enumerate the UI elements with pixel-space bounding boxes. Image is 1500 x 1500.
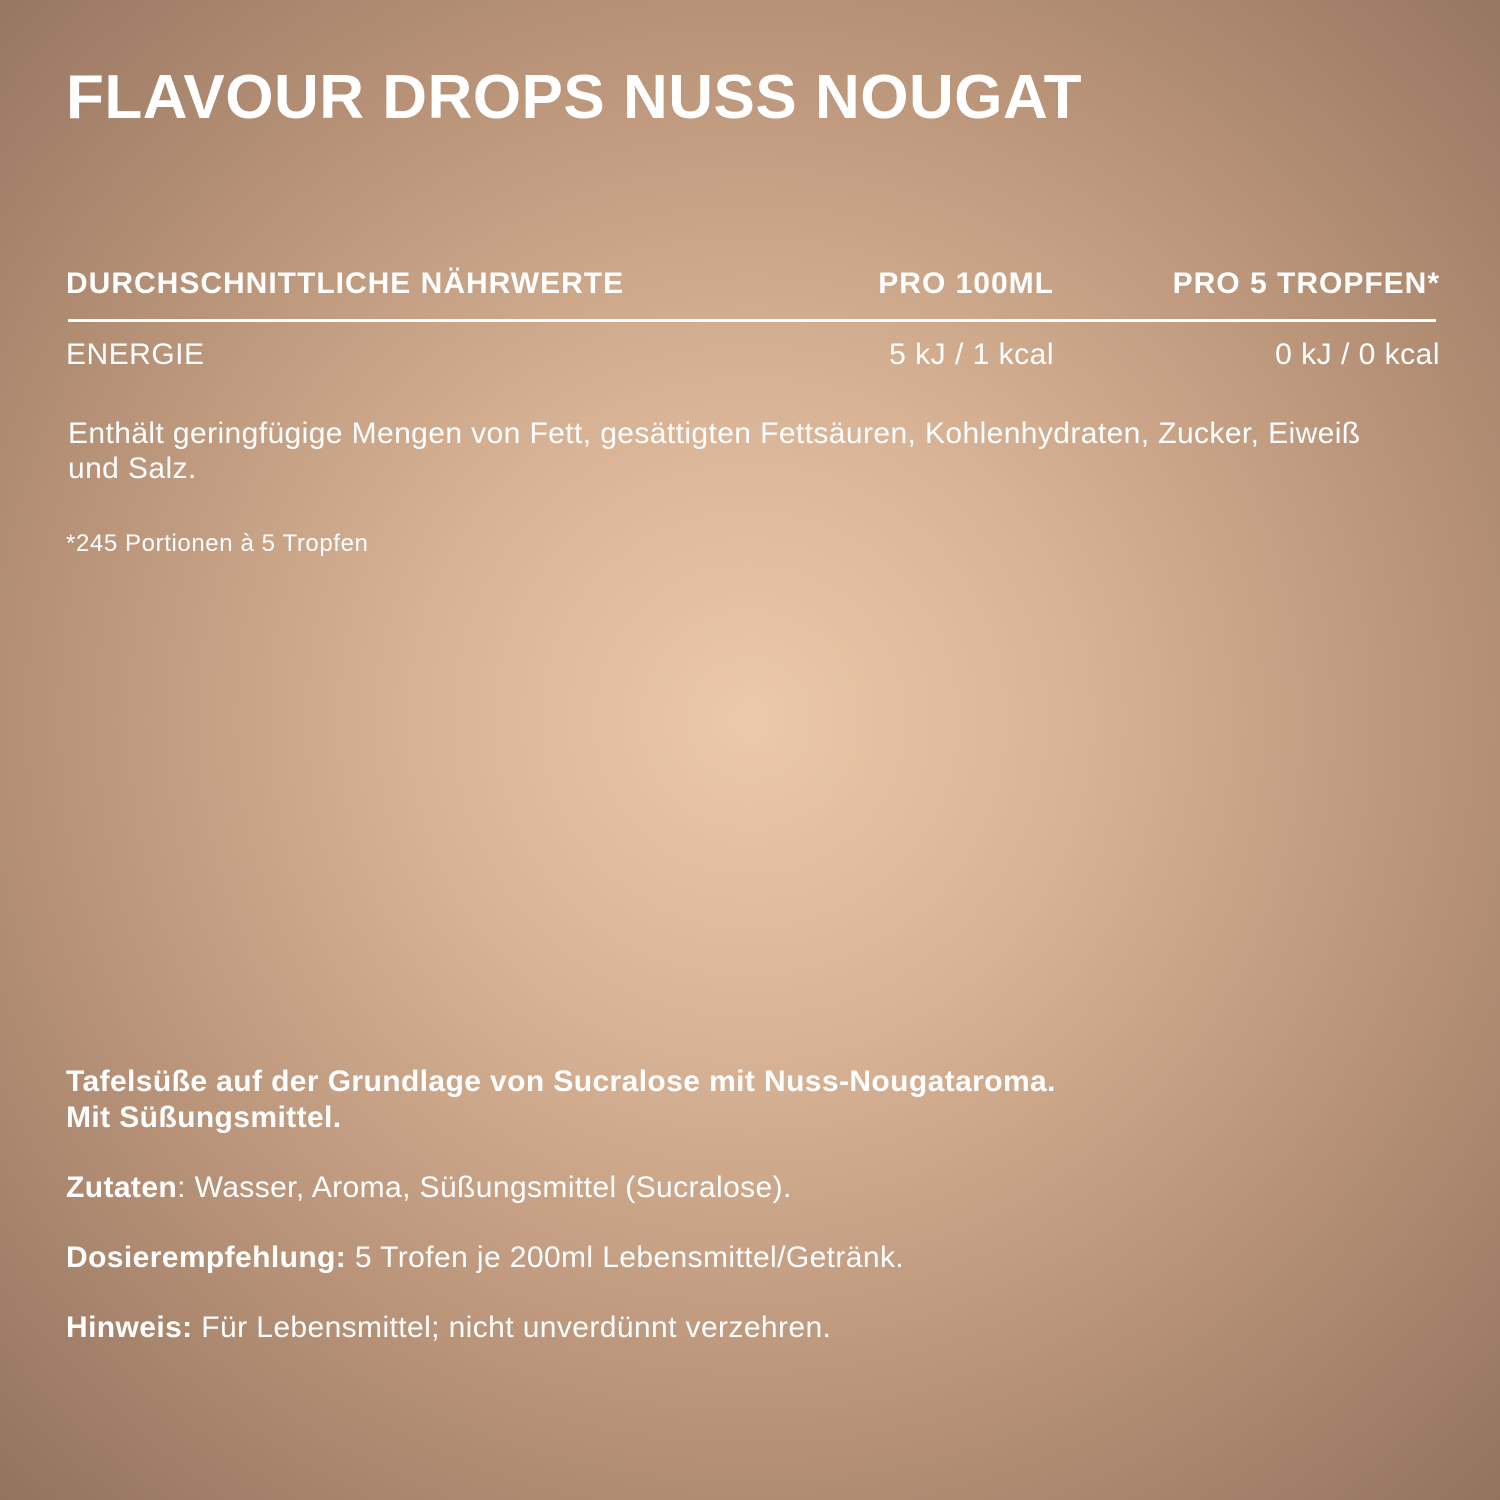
header-per-100ml: PRO 100ML bbox=[878, 267, 1054, 300]
product-title: FLAVOUR DROPS NUSS NOUGAT bbox=[66, 63, 1083, 132]
energy-per-5-drops: 0 kJ / 0 kcal bbox=[1275, 338, 1440, 371]
nutrition-header-row bbox=[66, 262, 1440, 312]
product-info bbox=[66, 1064, 1446, 1344]
ingredients-label: Zutaten bbox=[66, 1171, 178, 1204]
nutrition-row-energy bbox=[66, 333, 1440, 377]
header-per-5-drops: PRO 5 TROPFEN* bbox=[1172, 267, 1440, 300]
ingredients-text: : Wasser, Aroma, Süßungsmittel (Sucralose). bbox=[177, 1171, 792, 1204]
product-description bbox=[66, 1064, 1446, 1136]
dosage-label: Dosierempfehlung: bbox=[66, 1241, 347, 1274]
notice-line bbox=[66, 1310, 831, 1346]
description-line-1: Tafelsüße auf der Grundlage von Sucralose mit Nuss-Nougataroma. bbox=[66, 1065, 1056, 1098]
nutrition-table-header bbox=[66, 262, 1440, 312]
table-divider bbox=[68, 319, 1436, 322]
notice-label: Hinweis: bbox=[66, 1311, 193, 1344]
portions-footnote: *245 Portionen à 5 Tropfen bbox=[66, 530, 369, 557]
energy-label: ENERGIE bbox=[66, 338, 205, 371]
trace-amounts-note: Enthält geringfügige Mengen von Fett, gesättigten Fettsäuren, Kohlenhydraten, Zucker, Eiweiß und Salz. bbox=[68, 417, 1361, 485]
dosage-text: 5 Trofen je 200ml Lebensmittel/Getränk. bbox=[346, 1241, 905, 1274]
ingredients-line bbox=[66, 1170, 792, 1206]
description-line-2: Mit Süßungsmittel. bbox=[66, 1101, 342, 1134]
notice-text: Für Lebensmittel; nicht unverdünnt verzehren. bbox=[192, 1311, 832, 1344]
header-nutrients: DURCHSCHNITTLICHE NÄHRWERTE bbox=[66, 267, 625, 300]
energy-per-100ml: 5 kJ / 1 kcal bbox=[889, 338, 1054, 371]
dosage-line bbox=[66, 1240, 904, 1276]
